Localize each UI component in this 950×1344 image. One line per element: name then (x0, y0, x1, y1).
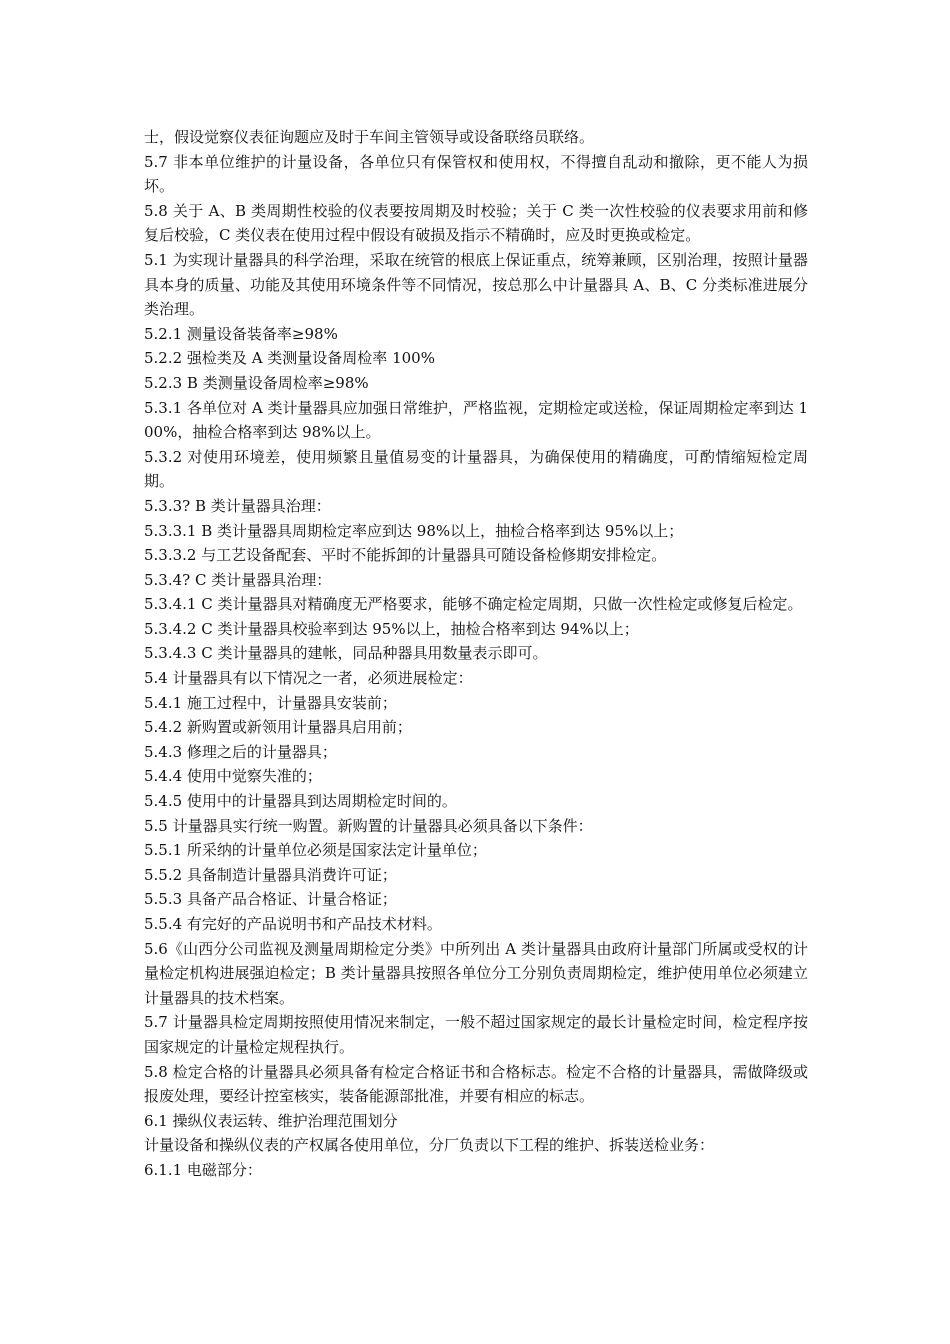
paragraph: 士，假设觉察仪表征询题应及时于车间主管领导或设备联络员联络。 (144, 128, 595, 146)
paragraph: 5.3.3? B 类计量器具治理： (144, 496, 331, 515)
paragraph: 5.1 为实现计量器具的科学治理，采取在统管的根底上保证重点，统筹兼顾，区别治理，按照计量器具本身的质量、功能及其使用环境条件等不同情况，按总那么中计量器具 A、B、C 分类标准进展分类治理。 (144, 250, 808, 319)
paragraph: 5.5.4 有完好的产品说明书和产品技术材料。 (144, 915, 442, 933)
paragraph: 5.4.1 施工过程中，计量器具安装前； (144, 693, 397, 712)
paragraph: 5.5.3 具备产品合格证、计量合格证； (144, 890, 397, 909)
paragraph: 5.4 计量器具有以下情况之一者，必须进展检定： (144, 669, 473, 688)
paragraph: 5.3.3.2 与工艺设备配套、平时不能拆卸的计量器具可随设备检修期安排检定。 (144, 546, 667, 565)
paragraph: 5.4.4 使用中觉察失准的； (144, 767, 322, 786)
document-body (144, 125, 808, 1183)
paragraph: 5.2.2 强检类及 A 类测量设备周检率 100% (144, 349, 435, 368)
paragraph: 5.3.4.2 C 类计量器具校验率到达 95%以上，抽检合格率到达 94%以上； (144, 619, 639, 638)
paragraph: 5.4.3 修理之后的计量器具； (144, 742, 337, 761)
paragraph: 5.3.4? C 类计量器具治理： (144, 570, 332, 589)
paragraph: 5.4.2 新购置或新领用计量器具启用前； (144, 718, 412, 737)
paragraph: 6.1 操纵仪表运转、维护治理范围划分 (144, 1111, 398, 1130)
paragraph: 5.3.4.1 C 类计量器具对精确度无严格要求，能够不确定检定周期，只做一次性检定或修复后检定。 (144, 595, 803, 614)
paragraph: 5.2.1 测量设备装备率≥98% (144, 324, 338, 343)
paragraph: 5.6《山西分公司监视及测量周期检定分类》中所列出 A 类计量器具由政府计量部门所属或受权的计量检定机构进展强迫检定；B 类计量器具按照各单位分工分别负责周期检定，维护使用单位必须建立计量器具的技术档案。 (144, 939, 808, 1007)
paragraph: 5.5.1 所采纳的计量单位必须是国家法定计量单位； (144, 841, 487, 860)
paragraph: 5.3.4.3 C 类计量器具的建帐，同品种器具用数量表示即可。 (144, 644, 548, 663)
paragraph: 5.4.5 使用中的计量器具到达周期检定时间的。 (144, 792, 457, 811)
paragraph: 5.2.3 B 类测量设备周检率≥98% (144, 373, 369, 392)
paragraph: 5.5 计量器具实行统一购置。新购置的计量器具必须具备以下条件： (144, 816, 593, 835)
paragraph: 5.3.2 对使用环境差，使用频繁且量值易变的计量器具，为确保使用的精确度，可酌情缩短检定周期。 (144, 447, 808, 491)
paragraph: 5.7 非本单位维护的计量设备，各单位只有保管权和使用权，不得擅自乱动和撤除，更不能人为损坏。 (144, 152, 808, 196)
paragraph: 5.3.1 各单位对 A 类计量器具应加强日常维护，严格监视，定期检定或送检，保证周期检定率到达 100%，抽检合格率到达 98%以上。 (144, 398, 808, 442)
paragraph: 5.3.3.1 B 类计量器具周期检定率应到达 98%以上，抽检合格率到达 95%以上； (144, 521, 684, 540)
paragraph: 6.1.1 电磁部分： (144, 1160, 262, 1179)
paragraph: 5.7 计量器具检定周期按照使用情况来制定，一般不超过国家规定的最长计量检定时间，检定程序按国家规定的计量检定规程执行。 (144, 1013, 808, 1056)
paragraph: 5.8 关于 A、B 类周期性校验的仪表要按周期及时校验；关于 C 类一次性校验的仪表要求用前和修复后校验，C 类仪表在使用过程中假设有破损及指示不精确时，应及时更换或检定。 (144, 201, 808, 245)
paragraph: 5.8 检定合格的计量器具必须具备有检定合格证书和合格标志。检定不合格的计量器具，需做降级或报废处理，要经计控室核实，装备能源部批准，并要有相应的标志。 (144, 1062, 808, 1106)
paragraph: 5.5.2 具备制造计量器具消费许可证； (144, 865, 397, 884)
paragraph: 计量设备和操纵仪表的产权属各使用单位，分厂负责以下工程的维护、拆装送检业务： (144, 1136, 715, 1155)
